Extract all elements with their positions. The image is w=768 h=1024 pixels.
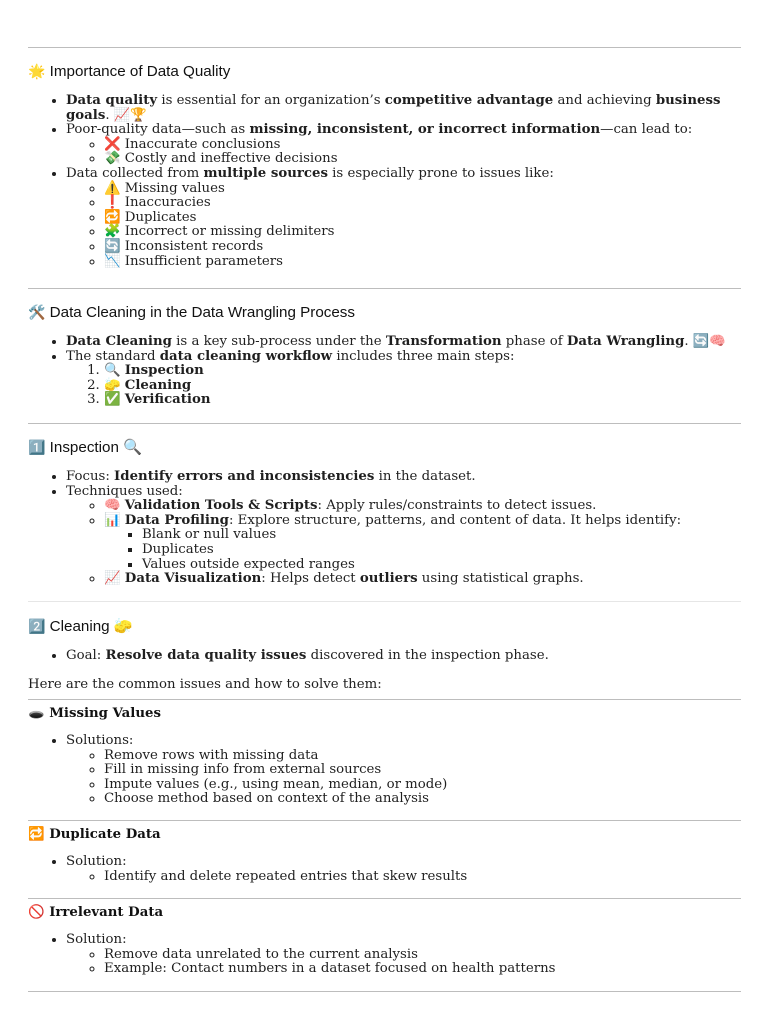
list-item: ◦ Remove rows with missing data (104, 749, 741, 764)
bold-text: Data Cleaning (66, 334, 172, 349)
subsection-heading (28, 706, 741, 722)
list-item: ◦ Example: Contact numbers in a dataset focused on health patterns (104, 962, 741, 977)
list-item: ◦ Choose method based on context of the analysis (104, 792, 741, 807)
divider (28, 423, 741, 424)
number-one-icon: 1️⃣ (28, 440, 46, 456)
bullet-list (28, 94, 741, 269)
star-icon: 🌟 (28, 64, 46, 80)
list-item: ◦ 💸 Costly and ineffective decisions (104, 152, 741, 167)
list-item (104, 499, 741, 514)
text: is a key sub-process under the (171, 334, 386, 349)
text: phase of (501, 334, 567, 349)
text: The standard (66, 348, 160, 364)
list-item: ▪ Values outside expected ranges (142, 558, 741, 573)
list-item: ▪ Duplicates (142, 543, 741, 558)
number-two-icon: 2️⃣ (28, 619, 46, 635)
list-item (104, 572, 741, 587)
text: using statistical graphs. (417, 571, 584, 587)
list-item (66, 167, 741, 269)
bold-text: competitive advantage (384, 93, 554, 108)
bold-text: data cleaning workflow (159, 348, 333, 364)
bold-text: Data quality (66, 93, 158, 108)
sub-list (66, 870, 741, 885)
tools-icon: 🛠️ (28, 305, 46, 321)
heading-text: Missing Values (49, 706, 161, 721)
list-item (66, 485, 741, 587)
list-item: ◦ ⚠️ Missing values (104, 182, 741, 197)
subsection-duplicate-data (28, 827, 741, 884)
list-item (66, 649, 741, 664)
text: Data collected from (66, 165, 204, 181)
text: Solution: (66, 932, 127, 947)
text: . 📈🏆 (105, 107, 147, 123)
bullet-list (28, 734, 741, 807)
sub-list (66, 182, 741, 270)
heading-text: Irrelevant Data (49, 905, 164, 920)
text: Techniques used: (66, 483, 183, 499)
list-item: ◦ 🔁 Duplicates (104, 211, 741, 226)
text: includes three main steps: (332, 348, 515, 364)
list-item (66, 123, 741, 167)
subsection-missing-values (28, 706, 741, 807)
list-item (66, 855, 741, 884)
list-item (66, 335, 741, 350)
bold-text: business goals (66, 93, 721, 123)
bullet-list (28, 855, 741, 884)
sub-sub-list (104, 528, 741, 572)
list-item (66, 734, 741, 807)
bullet-list (28, 649, 741, 664)
bullet-list (28, 933, 741, 977)
bold-text: Validation Tools & Scripts (124, 498, 318, 514)
list-item (104, 393, 741, 408)
list-item (104, 364, 741, 379)
text: : Explore structure, patterns, and content of data. It helps identify: (228, 512, 682, 528)
sub-list (66, 948, 741, 977)
divider (28, 699, 741, 700)
heading-text: Importance of Data Quality (49, 63, 231, 80)
bold-text: Data Visualization (124, 571, 262, 587)
sub-list (66, 749, 741, 807)
text: : Helps detect (261, 571, 360, 587)
list-item (66, 350, 741, 408)
heading-text: Inspection 🔍 (49, 439, 143, 456)
sub-list (66, 499, 741, 587)
text: discovered in the inspection phase. (306, 648, 549, 663)
list-item: ◦ 🔄 Inconsistent records (104, 240, 741, 255)
sponge-icon: 🧽 (104, 377, 121, 393)
bold-text: outliers (359, 571, 418, 587)
bold-text: Verification (124, 392, 211, 408)
divider (28, 820, 741, 821)
subsection-irrelevant-data (28, 905, 741, 977)
list-item: ◦ ❗ Inaccuracies (104, 196, 741, 211)
text: Solution: (66, 854, 127, 869)
list-item: ▪ Blank or null values (142, 528, 741, 543)
text: Poor-quality data—such as (66, 122, 250, 138)
text: Goal: (66, 648, 106, 663)
section-importance (28, 63, 741, 269)
bold-text: Identify errors and inconsistencies (114, 469, 375, 484)
hole-icon: 🕳️ (28, 706, 45, 721)
subsection-heading (28, 827, 741, 843)
text: in the dataset. (374, 469, 476, 484)
section-data-cleaning (28, 304, 741, 408)
section-cleaning (28, 618, 741, 692)
text: is essential for an organization’s (157, 93, 385, 108)
divider (28, 898, 741, 899)
list-item: ◦ 🧩 Incorrect or missing delimiters (104, 225, 741, 240)
section-heading (28, 304, 741, 322)
trend-chart-icon: 📈 (104, 571, 121, 587)
check-icon: ✅ (104, 392, 121, 408)
heading-text: Duplicate Data (49, 827, 161, 842)
text: is especially prone to issues like: (327, 165, 554, 181)
divider (28, 288, 741, 289)
list-item (66, 933, 741, 977)
divider (28, 601, 741, 602)
brain-icon: 🧠 (104, 498, 121, 514)
list-item: ◦ 📉 Insufficient parameters (104, 255, 741, 270)
text: Focus: (66, 469, 115, 484)
list-item: ◦ Fill in missing info from external sources (104, 763, 741, 778)
text: Solutions: (66, 733, 134, 748)
bold-text: Data Profiling (124, 512, 229, 528)
bold-text: Transformation (385, 334, 502, 349)
list-item (104, 514, 741, 572)
text: : Apply rules/constraints to detect issues. (317, 498, 597, 514)
list-item: ◦ Remove data unrelated to the current analysis (104, 948, 741, 963)
list-item (66, 94, 741, 123)
repeat-icon: 🔁 (28, 827, 45, 842)
divider (28, 991, 741, 992)
sub-list (66, 138, 741, 167)
heading-text: Cleaning 🧽 (49, 618, 133, 635)
list-item: ◦ Impute values (e.g., using mean, median, or mode) (104, 778, 741, 793)
divider (28, 47, 741, 48)
text: and achieving (553, 93, 656, 108)
list-item: ◦ Identify and delete repeated entries that skew results (104, 870, 741, 885)
section-inspection (28, 439, 741, 587)
bold-text: Resolve data quality issues (105, 648, 307, 663)
magnifier-icon: 🔍 (104, 363, 121, 379)
steps-list (66, 364, 741, 408)
bold-text: missing, inconsistent, or incorrect information (249, 122, 601, 138)
bullet-list (28, 470, 741, 587)
list-item (66, 470, 741, 485)
bullet-list (28, 335, 741, 408)
prohibited-icon: 🚫 (28, 905, 45, 920)
intro-paragraph: Here are the common issues and how to solve them: (28, 676, 382, 692)
bar-chart-icon: 📊 (104, 512, 121, 528)
bold-text: Data Wrangling (566, 334, 685, 349)
section-heading (28, 439, 741, 457)
list-item: ◦ ❌ Inaccurate conclusions (104, 138, 741, 153)
bold-text: multiple sources (203, 165, 328, 181)
subsection-heading (28, 905, 741, 921)
text: —can lead to: (600, 122, 693, 138)
bold-text: Inspection (124, 363, 204, 379)
heading-text: Data Cleaning in the Data Wrangling Process (49, 304, 355, 321)
section-heading (28, 618, 741, 636)
bold-text: Cleaning (124, 377, 192, 393)
text: . 🔄🧠 (684, 334, 726, 349)
section-heading (28, 63, 741, 81)
